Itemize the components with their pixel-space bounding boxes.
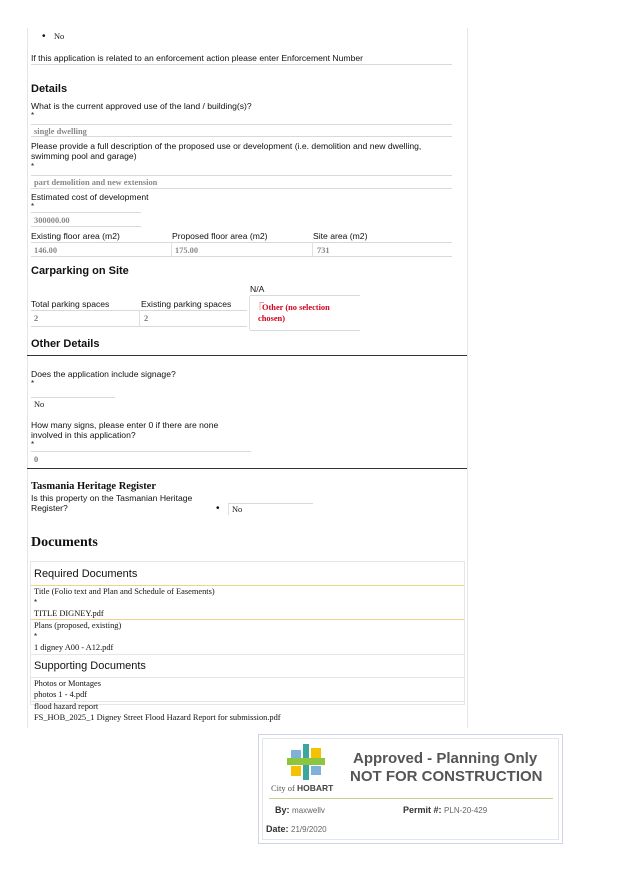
field-line <box>31 451 251 452</box>
field-divider <box>249 296 250 330</box>
heritage-question: Is this property on the Tasmanian Heritage Register? <box>31 493 193 513</box>
details-heading: Details <box>31 83 68 95</box>
application-form <box>27 28 468 728</box>
description-field[interactable]: part demolition and new extension <box>34 178 158 187</box>
cost-field[interactable]: 300000.00 <box>34 216 70 225</box>
required-mark: * <box>31 379 35 388</box>
required-mark: * <box>34 598 38 607</box>
stamp-date <box>266 824 327 834</box>
approval-stamp <box>258 734 563 844</box>
signs-count-label: How many signs, please enter 0 if there are none involved in this application? <box>31 420 219 440</box>
section-divider <box>31 619 464 620</box>
permit-label: Permit #: <box>403 805 442 815</box>
field-divider <box>171 242 172 256</box>
city-of-hobart-logo-icon <box>287 744 325 780</box>
by-value: maxwellv <box>292 806 325 815</box>
field-line <box>250 330 360 331</box>
logo-city-of: City of <box>271 783 295 793</box>
field-line <box>31 175 452 176</box>
field-line <box>31 226 141 227</box>
required-doc-file[interactable]: 1 digney A00 - A12.pdf <box>34 643 114 652</box>
heritage-field[interactable]: No <box>232 505 243 514</box>
signs-count-field[interactable]: 0 <box>34 455 39 464</box>
supporting-doc-file[interactable]: FS_HOB_2025_1 Digney Street Flood Hazard Report for submission.pdf <box>34 713 281 722</box>
supporting-doc-title: Photos or Montages <box>34 679 101 688</box>
proposed-floor-field[interactable]: 175.00 <box>175 246 199 255</box>
existing-floor-field[interactable]: 146.00 <box>34 246 58 255</box>
total-parking-label: Total parking spaces <box>31 299 110 309</box>
logo-hobart: HOBART <box>296 783 334 793</box>
site-area-field[interactable]: 731 <box>317 246 330 255</box>
stamp-by <box>275 805 325 815</box>
current-use-label: What is the current approved use of the land / building(s)? <box>31 101 252 111</box>
field-line <box>31 326 247 327</box>
carparking-heading: Carparking on Site <box>31 265 129 277</box>
section-divider <box>27 468 467 469</box>
section-divider <box>27 355 467 356</box>
other-details-heading: Other Details <box>31 338 100 350</box>
stamp-approved-line: Approved - Planning Only <box>353 750 538 767</box>
field-line <box>250 295 360 296</box>
required-documents-heading: Required Documents <box>34 568 138 580</box>
field-line <box>31 242 452 243</box>
supporting-doc-title: flood hazard report <box>34 702 99 711</box>
field-line <box>31 124 452 125</box>
proposed-floor-label: Proposed floor area (m2) <box>172 231 268 241</box>
site-area-label: Site area (m2) <box>313 231 368 241</box>
date-label: Date: <box>266 824 289 834</box>
no-option[interactable]: No <box>54 32 65 41</box>
radio-bullet: • <box>42 31 46 42</box>
heritage-heading: Tasmania Heritage Register <box>31 481 157 492</box>
section-divider <box>31 585 464 586</box>
stamp-not-for-construction: NOT FOR CONSTRUCTION <box>350 768 543 785</box>
existing-parking-field[interactable]: 2 <box>144 314 149 323</box>
signage-label: Does the application include signage? <box>31 369 176 379</box>
enforcement-label: If this application is related to an enforcement action please enter Enforcement Number <box>31 53 363 63</box>
radio-bullet: • <box>216 503 220 514</box>
required-mark: * <box>31 162 35 171</box>
field-line <box>31 212 141 213</box>
field-divider <box>139 310 140 326</box>
field-line <box>31 136 452 137</box>
description-label: Please provide a full description of the proposed use or development (i.e. demolition and new dwelling, swimming pool and garage) <box>31 141 422 161</box>
required-doc-title: Plans (proposed, existing) <box>34 621 122 630</box>
date-value: 21/9/2020 <box>291 825 327 834</box>
field-line <box>31 188 452 189</box>
current-use-field[interactable]: single dwelling <box>34 127 87 136</box>
supporting-doc-file[interactable]: photos 1 - 4.pdf <box>34 690 88 699</box>
required-mark: * <box>34 632 38 641</box>
documents-heading: Documents <box>31 535 98 550</box>
field-line <box>31 256 452 257</box>
stamp-divider <box>269 798 553 799</box>
na-label: N/A <box>250 284 265 294</box>
permit-value: PLN-20-429 <box>444 806 488 815</box>
required-mark: * <box>31 440 35 449</box>
supporting-documents-heading: Supporting Documents <box>34 660 146 672</box>
required-mark: * <box>31 202 35 211</box>
stamp-permit <box>403 805 487 815</box>
section-divider <box>31 677 464 678</box>
existing-floor-label: Existing floor area (m2) <box>31 231 120 241</box>
field-divider <box>312 242 313 256</box>
section-divider <box>31 654 464 655</box>
field-line <box>31 397 115 398</box>
checkbox-icon[interactable]: ⎾ <box>256 302 264 311</box>
signage-field[interactable]: No <box>34 400 45 409</box>
field-divider <box>228 503 229 515</box>
field-line <box>228 503 313 504</box>
cost-label: Estimated cost of development <box>31 192 149 202</box>
other-option[interactable]: Other (no selection chosen) <box>258 303 330 323</box>
stamp-logo-text <box>271 783 333 793</box>
required-mark: * <box>31 111 35 120</box>
required-doc-title: Title (Folio text and Plan and Schedule of Easements) <box>34 587 215 596</box>
by-label: By: <box>275 805 290 815</box>
required-doc-file[interactable]: TITLE DIGNEY.pdf <box>34 609 104 618</box>
total-parking-field[interactable]: 2 <box>34 314 39 323</box>
enforcement-input[interactable] <box>31 64 452 65</box>
existing-parking-label: Existing parking spaces <box>141 299 232 309</box>
